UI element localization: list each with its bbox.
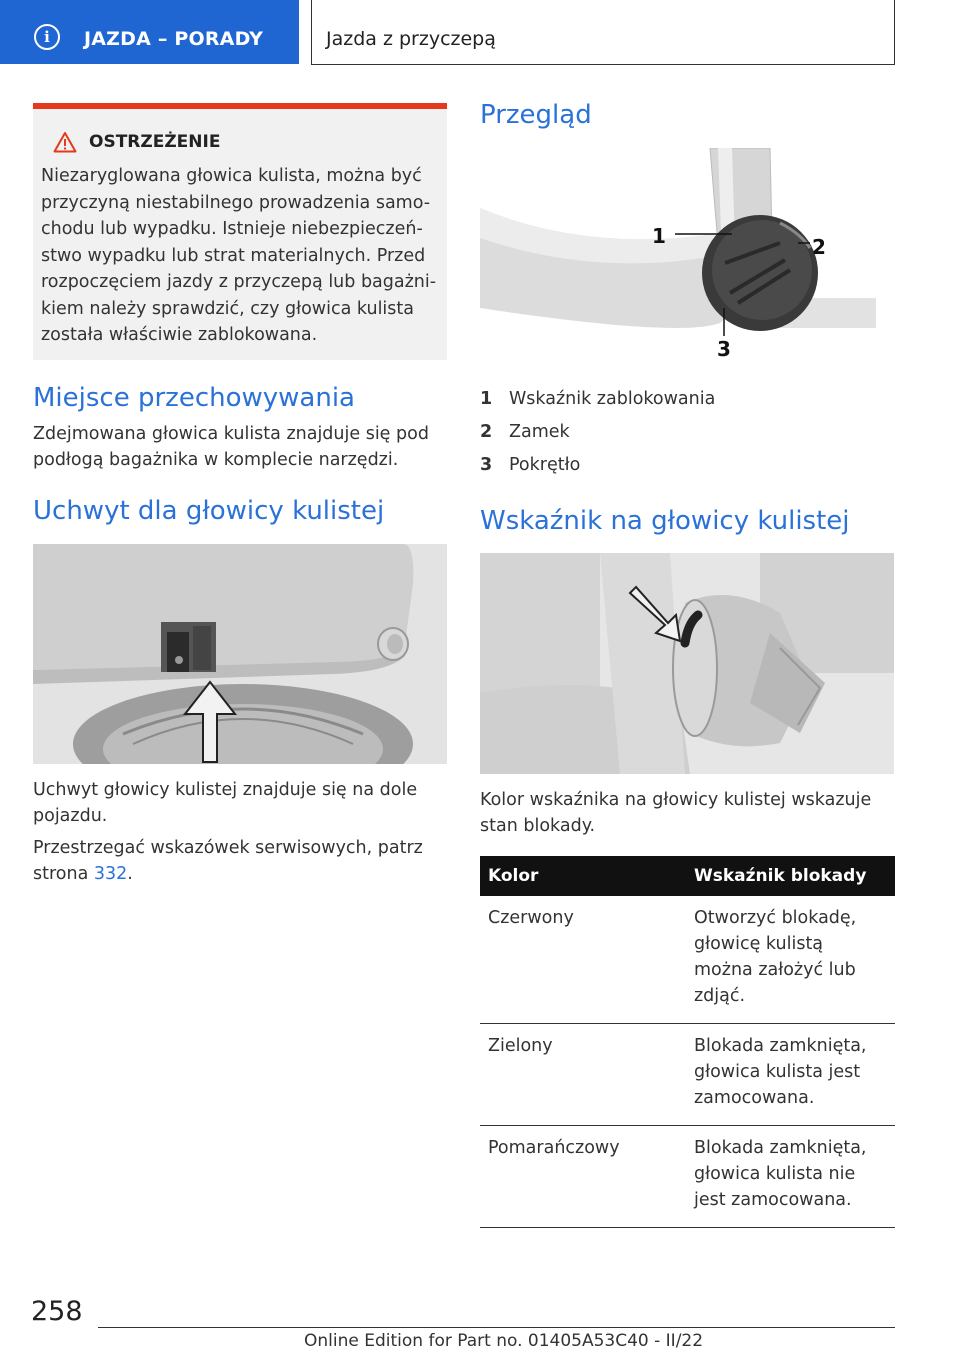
- overview-legend: [480, 382, 894, 481]
- warning-line: Niezaryglowana głowica kulista, można być: [41, 166, 422, 186]
- holder-line: Uchwyt głowicy kulistej znajduje się na dole: [33, 780, 418, 800]
- holder-line: Przestrzegać wskazówek serwisowych, patrz: [33, 838, 423, 858]
- footer-divider: [98, 1327, 895, 1328]
- holder-heading: Uchwyt dla głowicy kulistej: [33, 496, 385, 526]
- overview-illustration-drawing: [480, 148, 894, 366]
- legend-item: [480, 448, 894, 481]
- header-topic-box: [311, 0, 895, 65]
- table-cell-color: Zielony: [480, 1024, 686, 1126]
- holder-line: [33, 861, 447, 887]
- indicator-illustration-drawing: [480, 553, 894, 774]
- table-cell-status: [686, 1024, 895, 1126]
- header-topic-label: Jazda z przyczepą: [326, 28, 496, 50]
- indicator-line: Kolor wskaźnika na głowicy kulistej wskazuje: [480, 790, 872, 810]
- table-header-status: Wskaźnik blokady: [686, 856, 895, 896]
- table-row: [480, 1126, 895, 1228]
- legend-number: 2: [480, 421, 493, 442]
- legend-number: 1: [480, 388, 493, 409]
- info-icon: i: [34, 24, 60, 50]
- holder-text: [33, 777, 447, 829]
- holder-service-note: [33, 835, 447, 887]
- storage-line: podłogą bagażnika w komplecie narzędzi.: [33, 450, 399, 470]
- warning-title: OSTRZEŻENIE: [89, 132, 221, 152]
- indicator-table: [480, 856, 895, 1228]
- status-line: zdjąć.: [694, 986, 746, 1006]
- warning-title-row: [53, 131, 439, 153]
- status-line: Blokada zamknięta,: [694, 1138, 867, 1158]
- callout-3: 3: [717, 337, 731, 361]
- overview-illustration: [480, 148, 894, 366]
- callout-1: 1: [652, 224, 666, 248]
- footer-edition: Online Edition for Part no. 01405A53C40 - II/22: [304, 1331, 704, 1351]
- callout-2: 2: [812, 235, 826, 259]
- legend-label: Wskaźnik zablokowania: [509, 388, 716, 409]
- table-cell-status: [686, 1126, 895, 1228]
- table-row: [480, 896, 895, 1024]
- holder-illustration-drawing: [33, 544, 447, 764]
- header-section-label: JAZDA – PORADY: [84, 28, 264, 50]
- legend-label: Pokrętło: [509, 454, 581, 475]
- table-cell-status: [686, 896, 895, 1024]
- status-line: głowicę kulistą: [694, 934, 824, 954]
- indicator-line: stan blokady.: [480, 816, 596, 836]
- overview-heading: Przegląd: [480, 100, 592, 130]
- page-link-332[interactable]: 332: [93, 864, 128, 884]
- indicator-heading: Wskaźnik na głowicy kulistej: [480, 506, 850, 536]
- storage-line: Zdejmowana głowica kulista znajduje się pod: [33, 424, 429, 444]
- table-header-row: [480, 856, 895, 896]
- legend-item: [480, 415, 894, 448]
- status-line: można założyć lub: [694, 960, 856, 980]
- status-line: Otworzyć blokadę,: [694, 908, 857, 928]
- legend-label: Zamek: [509, 421, 570, 442]
- indicator-text: [480, 787, 894, 839]
- holder-line: pojazdu.: [33, 806, 108, 826]
- holder-illustration: [33, 544, 447, 764]
- legend-item: [480, 382, 894, 415]
- table-cell-color: Czerwony: [480, 896, 686, 1024]
- warning-line: stwo wypadku lub strat materialnych. Przed: [41, 245, 426, 266]
- status-line: głowica kulista nie: [694, 1164, 856, 1184]
- warning-box: [33, 103, 447, 360]
- holder-page-ref-prefix: strona: [33, 864, 94, 884]
- warning-line: chodu lub wypadku. Istnieje niebezpieczeń-: [41, 219, 423, 239]
- warning-line: kiem należy sprawdzić, czy głowica kulista: [41, 298, 414, 319]
- status-line: jest zamocowana.: [694, 1190, 852, 1210]
- warning-line: została właściwie zablokowana.: [41, 325, 318, 345]
- indicator-illustration: [480, 553, 894, 774]
- legend-number: 3: [480, 454, 493, 475]
- status-line: Blokada zamknięta,: [694, 1036, 867, 1056]
- table-header-color: Kolor: [480, 856, 686, 896]
- holder-page-ref-suffix: .: [127, 864, 133, 884]
- warning-line: przyczyną niestabilnego prowadzenia samo-: [41, 192, 431, 213]
- storage-heading: Miejsce przechowywania: [33, 383, 355, 413]
- table-cell-color: Pomarańczowy: [480, 1126, 686, 1228]
- page-number: 258: [31, 1296, 83, 1327]
- status-line: zamocowana.: [694, 1088, 815, 1108]
- warning-triangle-icon: [53, 131, 77, 153]
- storage-text: [33, 421, 447, 473]
- header-section-tab[interactable]: [0, 0, 299, 64]
- warning-line: rozpoczęciem jazdy z przyczepą lub bagażni-: [41, 272, 437, 292]
- table-row: [480, 1024, 895, 1126]
- status-line: głowica kulista jest: [694, 1062, 861, 1082]
- warning-text: [41, 163, 439, 349]
